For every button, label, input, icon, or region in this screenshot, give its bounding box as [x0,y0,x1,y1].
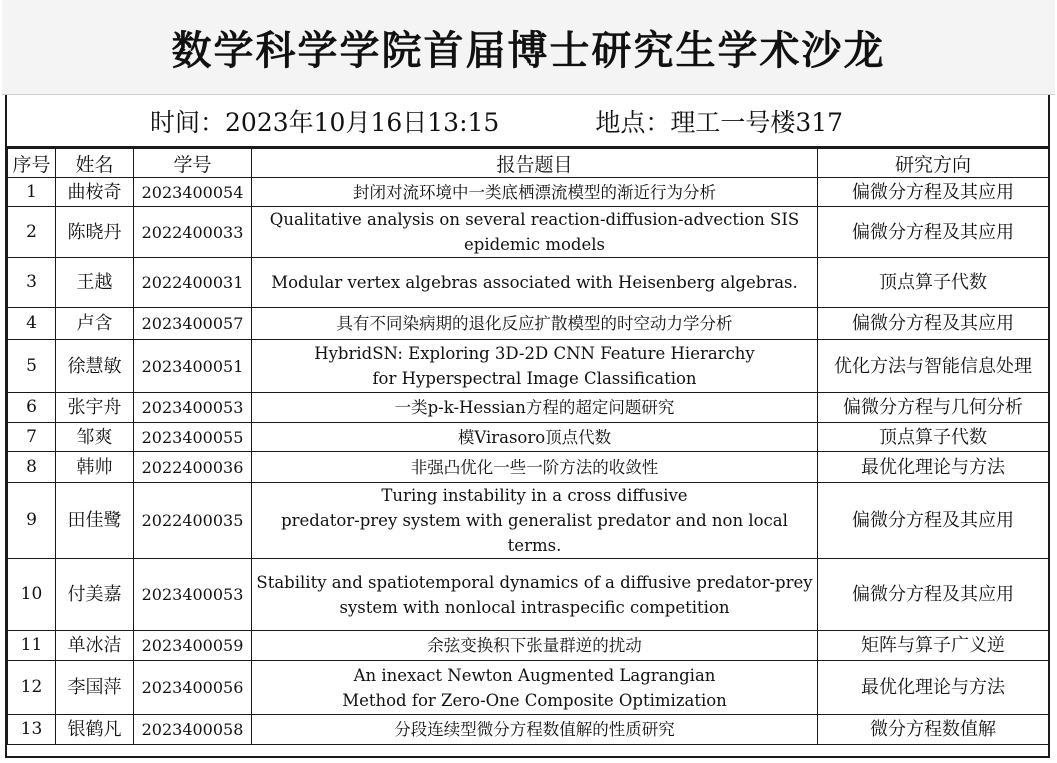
cell-topic [252,423,818,452]
cell-name: 徐慧敏 [56,340,134,393]
cell-student-id: 2022400035 [134,483,252,559]
cell-no: 7 [8,423,56,452]
time-label: 时间： [150,107,226,137]
cell-no: 3 [8,258,56,308]
topic-line: system with nonlocal intraspecific competition [339,597,730,617]
table-row [8,715,1049,745]
page-title: 数学科学学院首届博士研究生学术沙龙 [171,27,886,74]
title-banner [2,0,1055,95]
cell-name: 银鹤凡 [56,715,134,745]
cell-name: 单冰洁 [56,631,134,661]
cell-no: 5 [8,340,56,393]
topic-line: 封闭对流环境中一类底栖漂流模型的渐近行为分析 [353,182,716,202]
topic-line: for Hyperspectral Image Classification [372,369,697,388]
cell-no: 10 [8,559,56,631]
cell-name: 张宇舟 [56,393,134,423]
cell-no: 11 [8,631,56,661]
cell-name: 卢含 [56,308,134,340]
cell-direction: 偏微分方程及其应用 [818,483,1049,559]
cell-no: 4 [8,308,56,340]
table-row [8,483,1049,559]
table-row [8,559,1049,631]
place-label: 地点： [595,107,671,137]
topic-line: Qualitative analysis on several reaction-diffusion-advection SIS [269,210,800,229]
cell-topic [252,340,818,393]
topic-line: 余弦变换积下张量群逆的扰动 [427,636,642,655]
cell-student-id: 2023400057 [134,308,252,340]
cell-name: 田佳鹭 [56,483,134,559]
cell-direction: 偏微分方程及其应用 [818,178,1049,207]
topic-line: Stability and spatiotemporal dynamics of a diffusive predator-prey [256,572,813,592]
place-value: 理工一号楼317 [670,107,844,137]
cell-student-id: 2023400053 [134,393,252,423]
cell-name: 曲桉奇 [56,178,134,207]
topic-line: 具有不同染病期的退化反应扩散模型的时空动力学分析 [336,314,733,333]
cell-student-id: 2023400056 [134,661,252,715]
topic-line: predator-prey system with generalist predator and non local terms. [281,511,788,555]
cell-topic [252,715,818,745]
cell-name: 陈晓丹 [56,207,134,258]
schedule-table [7,148,1049,745]
cell-direction: 最优化理论与方法 [818,452,1049,483]
cell-no: 12 [8,661,56,715]
cell-topic [252,393,818,423]
cell-name: 邹爽 [56,423,134,452]
cell-student-id: 2023400051 [134,340,252,393]
event-time [150,103,499,139]
cell-student-id: 2023400054 [134,178,252,207]
cell-direction: 优化方法与智能信息处理 [818,340,1049,393]
cell-no: 9 [8,483,56,559]
table-row [8,340,1049,393]
table-row [8,393,1049,423]
topic-line: Turing instability in a cross diffusive [381,486,688,505]
cell-no: 1 [8,178,56,207]
cell-name: 王越 [56,258,134,308]
topic-line: 分段连续型微分方程数值解的性质研究 [394,720,675,739]
cell-direction: 矩阵与算子广义逆 [818,631,1049,661]
cell-direction: 偏微分方程及其应用 [818,207,1049,258]
event-info [7,95,1048,148]
topic-line: 模Virasoro顶点代数 [457,427,612,447]
cell-student-id: 2023400059 [134,631,252,661]
cell-direction: 最优化理论与方法 [818,661,1049,715]
table-header-row [8,149,1049,178]
cell-direction: 偏微分方程与几何分析 [818,393,1049,423]
cell-topic [252,308,818,340]
col-header-direction: 研究方向 [818,149,1049,178]
table-row [8,308,1049,340]
table-row [8,178,1049,207]
cell-student-id: 2023400058 [134,715,252,745]
cell-no: 2 [8,207,56,258]
cell-student-id: 2022400031 [134,258,252,308]
cell-topic [252,661,818,715]
topic-line: Modular vertex algebras associated with Heisenberg algebras. [271,273,798,292]
col-header-id: 学号 [134,149,252,178]
event-place [595,103,843,139]
cell-no: 13 [8,715,56,745]
col-header-name: 姓名 [56,149,134,178]
cell-student-id: 2023400053 [134,559,252,631]
table-row [8,207,1049,258]
table-row [8,258,1049,308]
table-row [8,423,1049,452]
cell-student-id: 2023400055 [134,423,252,452]
cell-name: 韩帅 [56,452,134,483]
cell-direction: 顶点算子代数 [818,423,1049,452]
cell-topic [252,258,818,308]
cell-direction: 偏微分方程及其应用 [818,559,1049,631]
cell-topic [252,631,818,661]
cell-direction: 微分方程数值解 [818,715,1049,745]
cell-no: 6 [8,393,56,423]
cell-name: 李国萍 [56,661,134,715]
cell-student-id: 2022400036 [134,452,252,483]
schedule-frame [5,95,1050,758]
col-header-topic: 报告题目 [252,149,818,178]
topic-line: 一类p-k-Hessian方程的超定问题研究 [394,398,675,417]
cell-topic [252,483,818,559]
cell-name: 付美嘉 [56,559,134,631]
col-header-no: 序号 [8,149,56,178]
topic-line: HybridSN: Exploring 3D-2D CNN Feature Hierarchy [314,344,755,363]
time-value: 2023年10月16日13:15 [225,107,500,137]
table-row [8,631,1049,661]
table-row [8,661,1049,715]
cell-direction: 顶点算子代数 [818,258,1049,308]
cell-direction: 偏微分方程及其应用 [818,308,1049,340]
cell-topic [252,207,818,258]
topic-line: epidemic models [464,235,605,254]
table-row [8,452,1049,483]
cell-topic [252,559,818,631]
cell-topic [252,452,818,483]
topic-line: 非强凸优化一些一阶方法的收敛性 [410,457,659,477]
topic-line: Method for Zero-One Composite Optimization [342,690,727,710]
cell-student-id: 2022400033 [134,207,252,258]
topic-line: An inexact Newton Augmented Lagrangian [353,665,716,685]
cell-topic [252,178,818,207]
cell-no: 8 [8,452,56,483]
